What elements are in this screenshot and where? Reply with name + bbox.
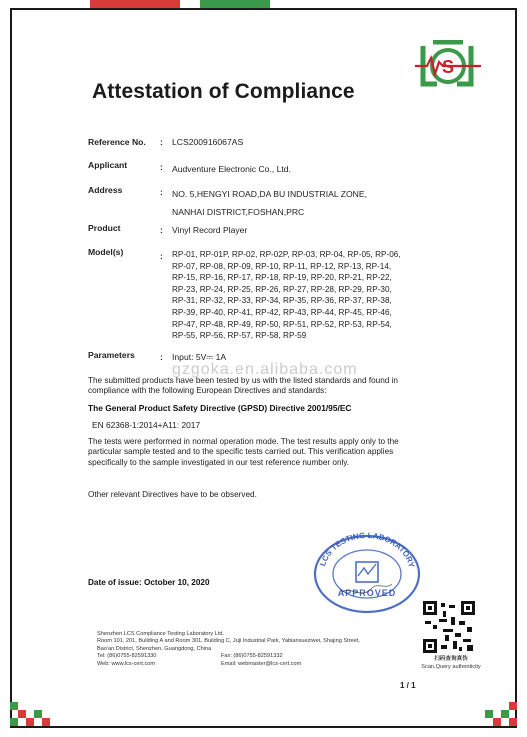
tests-line: specifically to the sample investigated in our test reference number only. [88,457,350,467]
intro-line: compliance with the following European Directives and standards: [88,386,327,396]
stamp-ring-text: LCS TESTING LABORATORY [318,530,417,569]
address-line-2: NANHAI DISTRICT,FOSHAN,PRC [172,207,305,217]
models-label: Model(s) [88,247,124,257]
qr-code-icon[interactable] [423,601,475,653]
model-line: RP-47, RP-48, RP-49, RP-50, RP-51, RP-52, RP-53, RP-54, [172,319,392,329]
footer-tel: Tel: (86)0755-82591330 [97,653,157,660]
applicant-value: Audventure Electronic Co., Ltd. [172,164,291,174]
model-line: RP-23, RP-24, RP-25, RP-26, RP-27, RP-28, RP-29, RP-30, [172,284,392,294]
footer-fax: Fax: (86)0755-82591332 [221,653,283,660]
other-directives-text: Other relevant Directives have to be observed. [88,490,257,499]
parameters-value: Input: 5V⎓ 1A [172,352,227,362]
footer-address-line: Room 101, 201, Building A and Room 301, Building C, Juji Industrial Park, Yabianxueziwei, Shajing Street, [97,638,360,645]
model-line: RP-31, RP-32, RP-33, RP-34, RP-35, RP-36, RP-37, RP-38, [172,296,392,306]
footer-company: Shenzhen LCS Compliance Testing Laboratory Ltd. [97,631,225,637]
model-line: RP-55, RP-56, RP-57, RP-58, RP-59 [172,331,307,341]
colon: : [160,352,163,362]
stamp-bottom-text: APPROVED [337,588,397,598]
top-decor-strip [10,0,270,8]
approved-stamp-icon [312,530,422,614]
applicant-label: Applicant [88,160,128,170]
lcs-logo-icon [415,40,481,94]
footer-address-line: Bao'an District, Shenzhen, Guangdong, China [97,645,212,652]
footer-address [97,631,427,668]
colon: : [160,251,163,261]
footer-web[interactable]: Web: www.lcs-cert.com [97,660,156,667]
address-label: Address [88,185,123,195]
tests-paragraph [88,437,438,468]
tests-line: particular sample tested and to the specific tests carried out. This verification applies [88,447,394,457]
model-line: RP-01, RP-01P, RP-02, RP-02P, RP-03, RP-04, RP-05, RP-06, [172,250,401,259]
date-of-issue: Date of issue: October 10, 2020 [88,578,210,587]
page-title: Attestation of Compliance [92,80,355,103]
corner-decor-bottom-right [457,690,517,730]
colon: : [160,187,163,197]
standard-text: EN 62368-1:2014+A11: 2017 [92,420,201,430]
product-label: Product [88,223,121,233]
tests-line: The tests were performed in normal operation mode. The test results apply only to the [88,437,399,446]
colon: : [160,137,163,147]
corner-decor-bottom-left [10,690,70,730]
address-line-1: NO. 5,HENGYI ROAD,DA BU INDUSTRIAL ZONE, [172,189,367,199]
model-line: RP-15, RP-16, RP-17, RP-18, RP-19, RP-20, RP-21, RP-22, [172,273,392,283]
page-number: 1 / 1 [400,681,416,690]
intro-line: The submitted products have been tested by us with the listed standards and found in [88,376,398,385]
directive-text: The General Product Safety Directive (GPSD) Directive 2001/95/EC [88,403,352,413]
model-line: RP-39, RP-40, RP-41, RP-42, RP-43, RP-44, RP-45, RP-46, [172,307,392,317]
reference-label: Reference No. [88,137,146,147]
parameters-label: Parameters [88,350,135,360]
product-value: Vinyl Record Player [172,225,248,235]
colon: : [160,225,163,235]
intro-paragraph [88,376,438,397]
models-list [172,249,401,342]
svg-text:S: S [441,57,455,77]
reference-value: LCS200916067AS [172,137,244,147]
footer-email[interactable]: Email: webmaster@lcs-cert.com [221,660,302,667]
qr-caption-en: Scan,Query authenticity [421,664,481,670]
model-line: RP-07, RP-08, RP-09, RP-10, RP-11, RP-12, RP-13, RP-14, [172,261,392,271]
colon: : [160,162,163,172]
qr-caption-cn: 扫码查询真伪 [434,656,468,662]
watermark: gzgoka.en.alibaba.com [172,361,358,378]
